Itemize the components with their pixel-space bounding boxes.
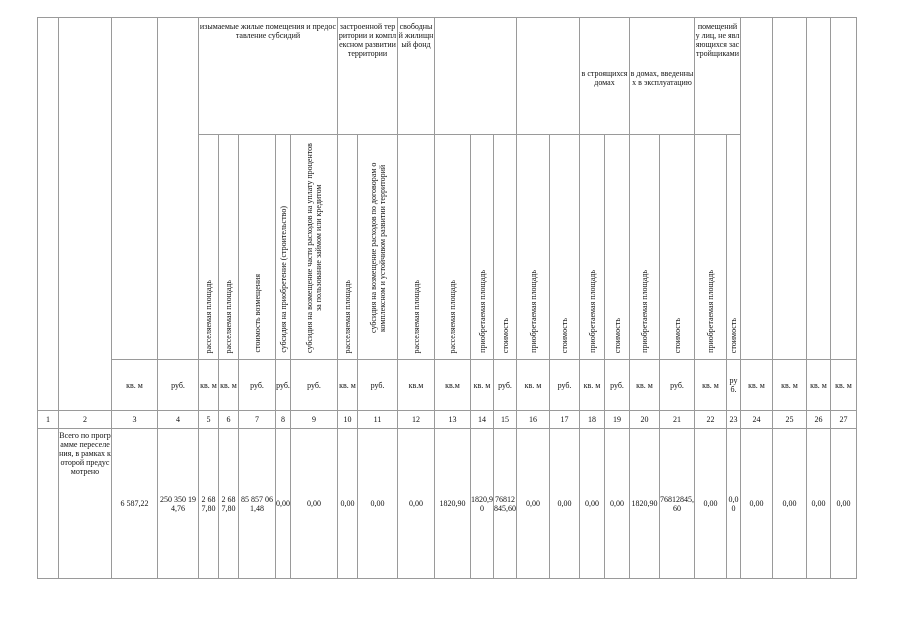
table-row <box>38 429 857 579</box>
unit-cell: кв.м <box>435 360 471 411</box>
unit-cell: руб. <box>239 360 276 411</box>
unit-cell: кв. м <box>695 360 727 411</box>
value-cell: 6 587,22 <box>112 429 158 579</box>
column-number: 13 <box>435 411 471 429</box>
header-blank <box>831 18 857 360</box>
value-cell: 76812845,60 <box>494 429 517 579</box>
unit-cell: кв. м <box>338 360 358 411</box>
column-number: 26 <box>807 411 831 429</box>
column-number: 25 <box>773 411 807 429</box>
value-cell: 0,00 <box>727 429 741 579</box>
column-number: 4 <box>158 411 199 429</box>
value-cell: 2 687,80 <box>219 429 239 579</box>
unit-cell: руб. <box>727 360 741 411</box>
group-header-building: в строящихся домах <box>580 18 630 135</box>
value-cell: 0,00 <box>550 429 580 579</box>
subheader-cell: приобретаемая площадь <box>580 135 605 360</box>
unit-cell: руб. <box>660 360 695 411</box>
unit-cell: руб. <box>605 360 630 411</box>
subheader-cell: субсидия на приобретение (строительство) <box>276 135 291 360</box>
unit-cell: руб. <box>550 360 580 411</box>
subheader-cell: приобретаемая площадь <box>695 135 727 360</box>
subheader-cell: субсидия на возмещение части расходов на уплату процентов за пользование займом или кредитом <box>291 135 338 360</box>
subheader-cell: расселяемая площадь <box>338 135 358 360</box>
unit-cell: кв. м <box>471 360 494 411</box>
column-number: 16 <box>517 411 550 429</box>
value-cell: 0,00 <box>695 429 727 579</box>
unit-cell: кв. м <box>773 360 807 411</box>
header-blank <box>38 18 59 411</box>
unit-cell: руб. <box>358 360 398 411</box>
unit-cell: кв. м <box>517 360 550 411</box>
row-description-cell: Всего по программе переселения, в рамках которой предусмотрено <box>59 429 112 579</box>
header-blank <box>59 18 112 411</box>
value-cell: 0,00 <box>807 429 831 579</box>
subheader-cell: стоимость <box>605 135 630 360</box>
value-cell: 0,00 <box>831 429 857 579</box>
header-blank <box>741 18 773 360</box>
column-number-row <box>38 411 857 429</box>
subheader-cell: расселяемая площадь <box>398 135 435 360</box>
column-number: 7 <box>239 411 276 429</box>
column-number: 10 <box>338 411 358 429</box>
value-cell: 76812845,60 <box>660 429 695 579</box>
document-page <box>37 17 857 579</box>
value-cell: 1820,90 <box>471 429 494 579</box>
column-number: 20 <box>630 411 660 429</box>
value-cell: 0,00 <box>580 429 605 579</box>
unit-cell: кв. м <box>741 360 773 411</box>
header-blank <box>517 18 580 135</box>
value-cell: 0,00 <box>605 429 630 579</box>
column-number: 11 <box>358 411 398 429</box>
column-number: 3 <box>112 411 158 429</box>
header-blank <box>112 18 158 360</box>
group-header-operated: в домах, введенных в эксплуатацию <box>630 18 695 135</box>
unit-cell: кв. м <box>112 360 158 411</box>
column-number: 6 <box>219 411 239 429</box>
unit-cell: кв. м <box>219 360 239 411</box>
value-cell: 1820,90 <box>630 429 660 579</box>
subheader-cell: расселяемая площадь <box>219 135 239 360</box>
group-header-territory: застроенной территории и комплексном развитии территории <box>338 18 398 135</box>
subheader-cell: расселяемая площадь <box>435 135 471 360</box>
column-number: 23 <box>727 411 741 429</box>
column-number: 14 <box>471 411 494 429</box>
value-cell: 0,00 <box>398 429 435 579</box>
unit-cell: кв. м <box>199 360 219 411</box>
header-blank <box>435 18 517 135</box>
column-number: 9 <box>291 411 338 429</box>
unit-cell: кв. м <box>580 360 605 411</box>
column-number: 27 <box>831 411 857 429</box>
unit-cell: руб. <box>276 360 291 411</box>
resettlement-table <box>37 17 857 579</box>
header-group-row <box>38 18 857 135</box>
column-number: 22 <box>695 411 727 429</box>
unit-cell: руб. <box>494 360 517 411</box>
unit-cell: кв. м <box>630 360 660 411</box>
group-header-other-owners: помещений у лиц, не являющихся застройщиками <box>695 18 741 135</box>
value-cell: 0,00 <box>773 429 807 579</box>
value-cell: 0,00 <box>338 429 358 579</box>
unit-cell: кв. м <box>807 360 831 411</box>
value-cell: 1820,90 <box>435 429 471 579</box>
column-number: 19 <box>605 411 630 429</box>
header-blank <box>807 18 831 360</box>
unit-cell: кв.м <box>398 360 435 411</box>
value-cell: 0,00 <box>517 429 550 579</box>
value-cell: 2 687,80 <box>199 429 219 579</box>
subheader-cell: приобретаемая площадь <box>630 135 660 360</box>
column-number: 5 <box>199 411 219 429</box>
subheader-cell: приобретаемая площадь <box>517 135 550 360</box>
column-number: 21 <box>660 411 695 429</box>
subheader-cell: приобретаемая площадь <box>471 135 494 360</box>
value-cell: 250 350 194,76 <box>158 429 199 579</box>
row-index-cell <box>38 429 59 579</box>
column-number: 8 <box>276 411 291 429</box>
column-number: 24 <box>741 411 773 429</box>
value-cell: 0,00 <box>741 429 773 579</box>
subheader-cell: стоимость <box>660 135 695 360</box>
column-number: 12 <box>398 411 435 429</box>
subheader-cell: стоимость <box>727 135 741 360</box>
subheader-cell: стоимость <box>550 135 580 360</box>
unit-cell: кв. м <box>831 360 857 411</box>
subheader-cell: расселяемая площадь <box>199 135 219 360</box>
subheader-cell: стоимость возмещения <box>239 135 276 360</box>
column-number: 1 <box>38 411 59 429</box>
group-header-free-fund: свободный жилищный фонд <box>398 18 435 135</box>
value-cell: 85 857 061,48 <box>239 429 276 579</box>
column-number: 15 <box>494 411 517 429</box>
value-cell: 0,00 <box>358 429 398 579</box>
header-blank <box>773 18 807 360</box>
unit-cell: руб. <box>291 360 338 411</box>
column-number: 2 <box>59 411 112 429</box>
value-cell: 0,00 <box>291 429 338 579</box>
group-header-housing: изымаемые жилые помещения и предоставление субсидий <box>199 18 338 135</box>
column-number: 17 <box>550 411 580 429</box>
subheader-cell: стоимость <box>494 135 517 360</box>
unit-cell: руб. <box>158 360 199 411</box>
column-number: 18 <box>580 411 605 429</box>
value-cell: 0,00 <box>276 429 291 579</box>
subheader-cell: субсидия на возмещение расходов по договорам о комплексном и устойчивом развитии территорий <box>358 135 398 360</box>
header-units-row <box>38 360 857 411</box>
header-blank <box>158 18 199 360</box>
